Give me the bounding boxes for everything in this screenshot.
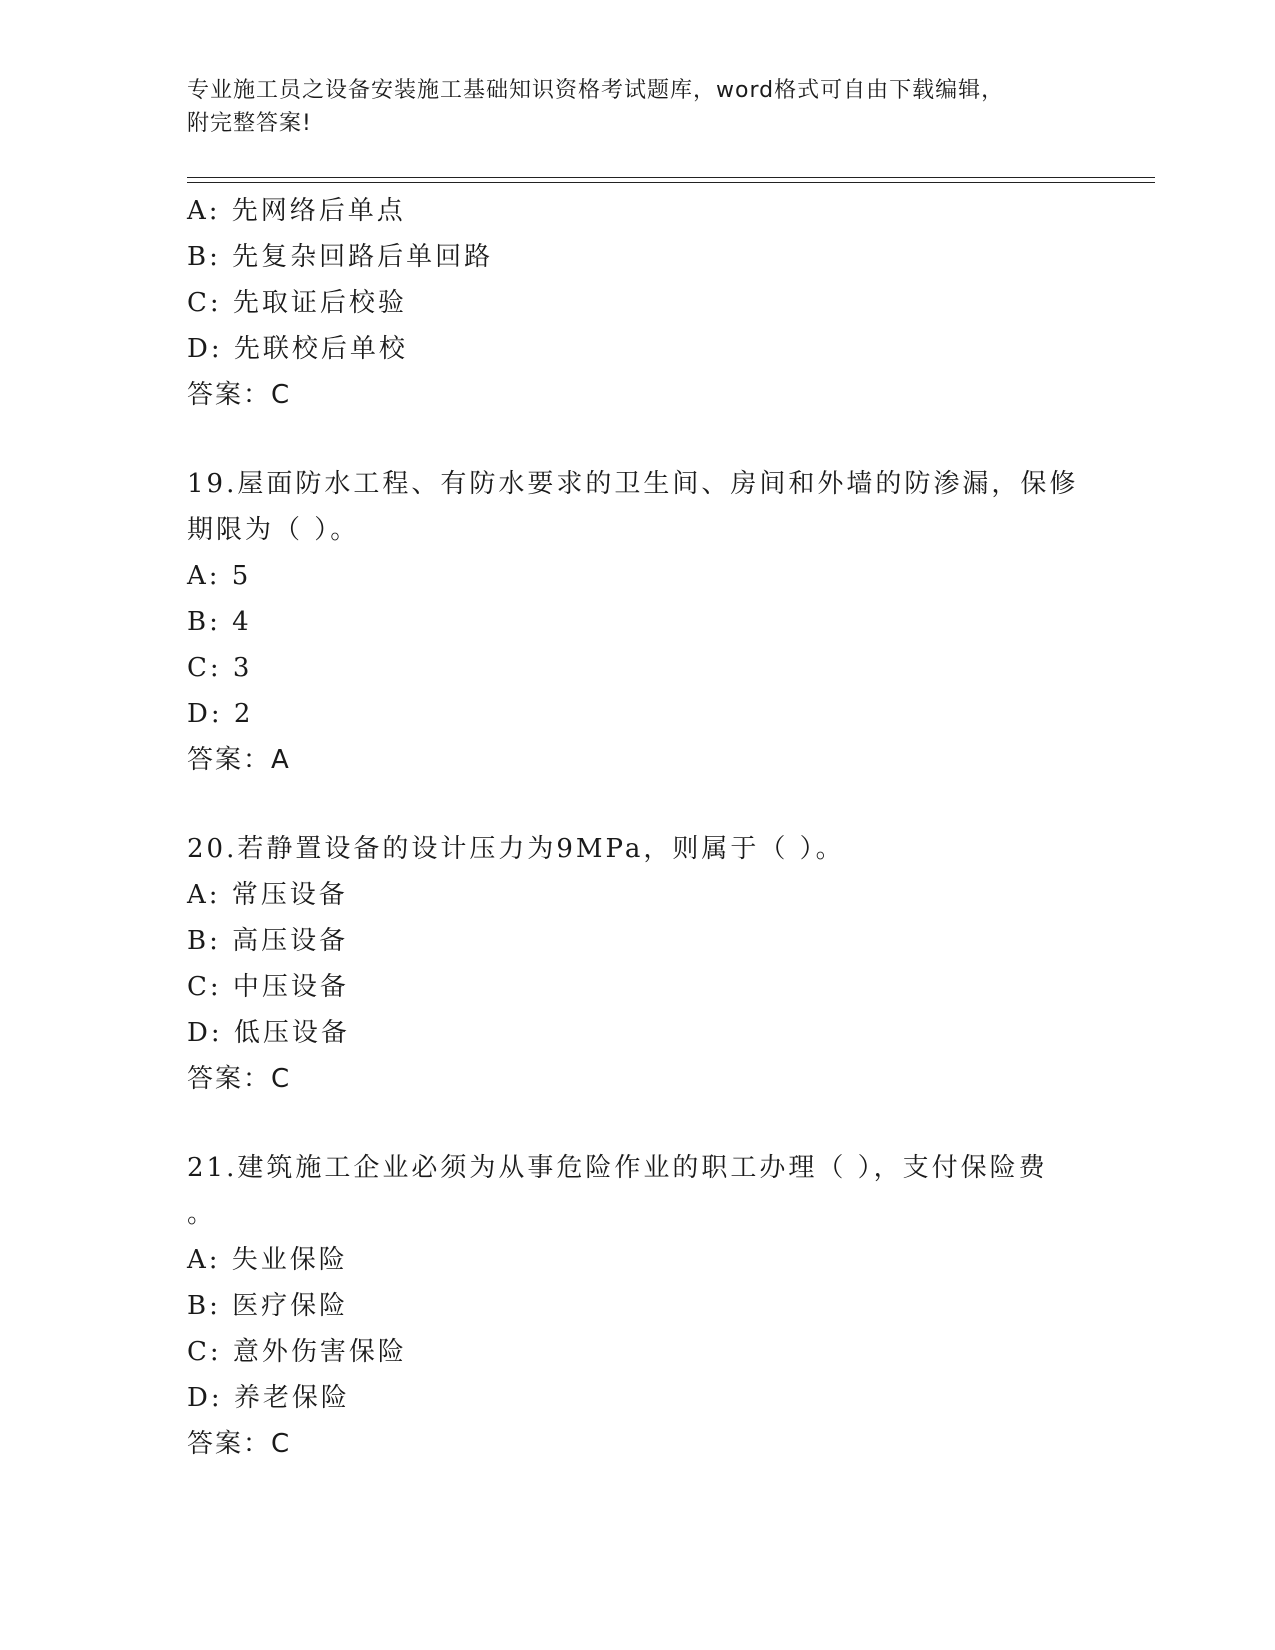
stem-line-1: 20.若静置设备的设计压力为9MPa，则属于（ ）。 [187,834,845,864]
option-d: D: 养老保险 [187,1383,350,1413]
stem-line-1: 21.建筑施工企业必须为从事危险作业的职工办理（ ），支付保险费 [187,1153,1048,1183]
question-stem [187,461,1079,553]
header-rule-top [187,177,1155,178]
option-d: D: 低压设备 [187,1018,350,1048]
option-c: C: 3 [187,653,253,683]
document-header [187,74,1087,140]
header-rule-bottom [187,182,1155,183]
option-a: A: 常压设备 [187,880,348,910]
option-d: D: 2 [187,699,254,729]
option-b: B: 高压设备 [187,926,349,956]
header-line-2: 附完整答案! [187,111,312,136]
question-20 [187,826,1087,1102]
question-19 [187,461,1087,783]
answer: 答案：C [187,1064,292,1094]
stem-line-2: 期限为（ ）。 [187,515,360,545]
stem-line-1: 19.屋面防水工程、有防水要求的卫生间、房间和外墙的防渗漏，保修 [187,469,1079,499]
answer: 答案：C [187,1429,292,1459]
question-stem [187,1145,1067,1237]
option-b: B: 4 [187,607,252,637]
option-c: C: 意外伤害保险 [187,1337,407,1367]
option-b: B: 医疗保险 [187,1291,349,1321]
question-list [187,188,1087,1467]
question-21 [187,1145,1087,1467]
question-stem [187,826,1067,872]
answer: 答案：C [187,380,292,410]
question-18 [187,188,1087,418]
header-line-1: 专业施工员之设备安装施工基础知识资格考试题库，word格式可自由下载编辑， [187,78,1005,103]
option-a: A: 先网络后单点 [187,196,406,226]
answer: 答案：A [187,745,291,775]
option-b: B: 先复杂回路后单回路 [187,242,494,272]
stem-line-2: 。 [187,1199,217,1229]
option-c: C: 先取证后校验 [187,288,407,318]
option-a: A: 5 [187,561,252,591]
option-a: A: 失业保险 [187,1245,348,1275]
option-c: C: 中压设备 [187,972,349,1002]
option-d: D: 先联校后单校 [187,334,408,364]
